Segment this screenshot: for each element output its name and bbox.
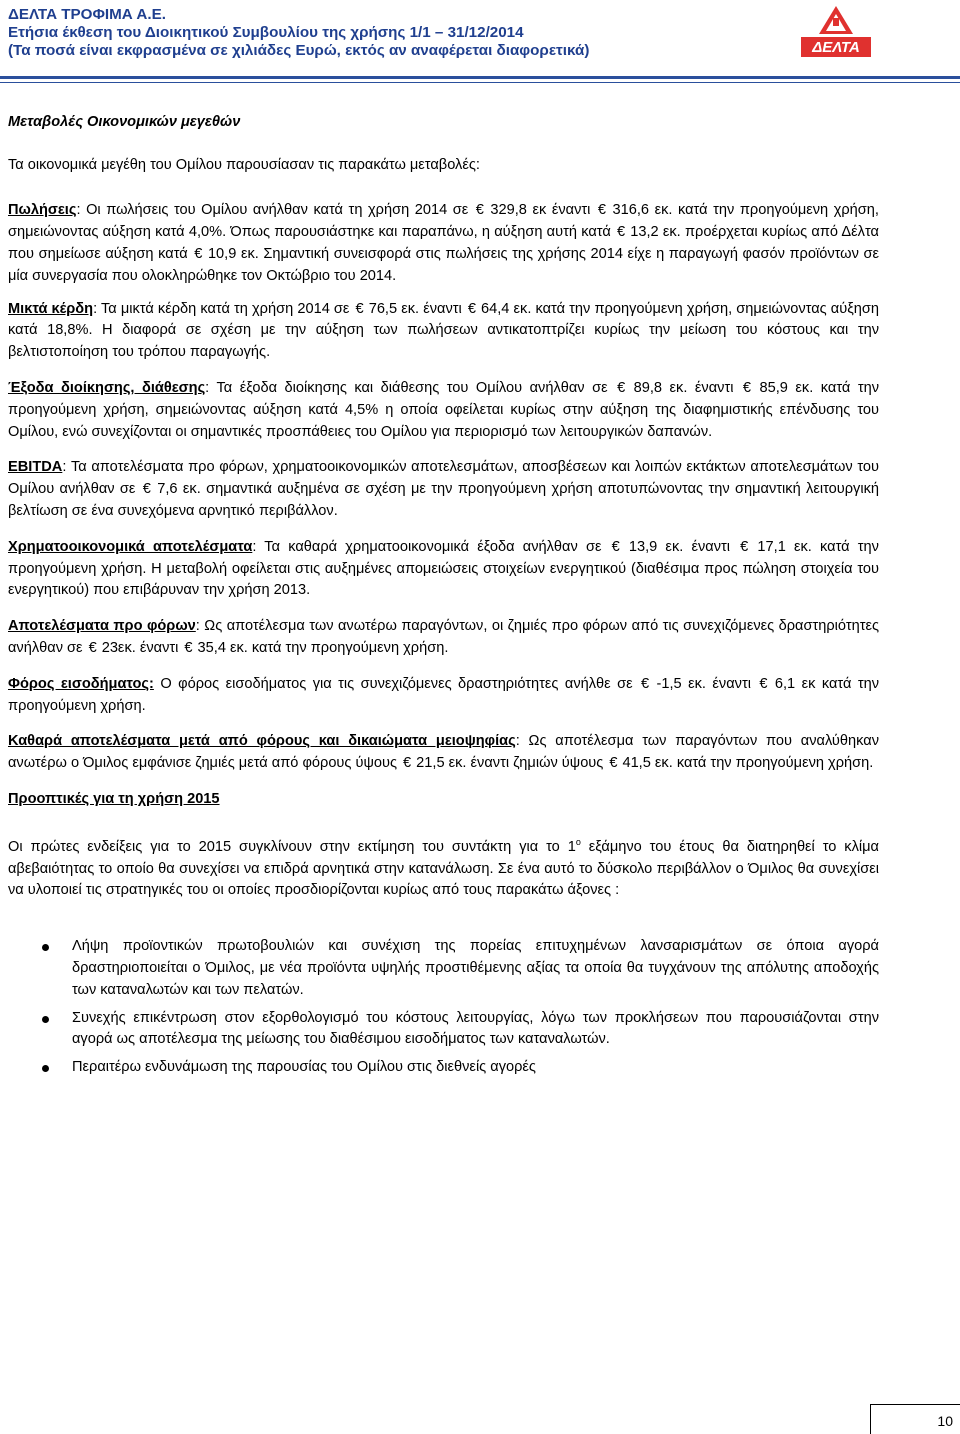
outlook-paragraph: Οι πρώτες ενδείξεις για το 2015 συγκλίνουν στην εκτίμηση του συντάκτη για το $1^o$ εξάμηνο του έτους θα διατηρηθεί το κλίμα αβεβαιότητας το οποίο θα συνεχίσει να επιδρά αρνητικά στην κατανάλωση. Σε ένα αυτό το δύσκολο περιβάλλον ο Όμιλος θα συνεχίσει να υλοποιεί τις στρατηγικές του οι οποίες προσδιορίζονται κυρίως από τους παρακάτω άξονες : [8, 836, 879, 899]
euro-symbol: € [88, 639, 97, 656]
euro-symbol: € [184, 639, 193, 656]
euro-symbol: € [609, 755, 618, 772]
euro-symbol: € [742, 379, 752, 396]
pretax-results-label: Αποτελέσματα προ φόρων [8, 618, 196, 635]
financial-results-label: Χρηματοοικονομικά αποτελέσματα [8, 538, 253, 555]
ebitda-paragraph: EBITDA: Τα αποτελέσματα προ φόρων, χρηματοοικονομικών αποτελεσμάτων, αποσβέσεων και λοιπών εκτάκτων αποτελεσμάτων του Ομίλου ανήλθαν σε € 7,6 εκ. σημαντικά αυξημένα σε σχέση με την προηγούμενη χρήση αποτυπώνοντας την σημαντική λειτουργική βελτίωση σε ένα συνεχόμενα αρνητικό περιβάλλον. [8, 459, 880, 519]
list-item: Λήψη προϊοντικών πρωτοβουλιών και συνέχιση της πορείας επιτυχημένων λανσαρισμάτων σε όποια αγορά δραστηριοποιείται ο Όμιλος, με νέα προϊόντα υψηλής προστιθέμενης αξίας τα οποία θα τυγχάνουν της απόλυτης αποδοχής των καταναλωτών και των πελατών. [8, 936, 879, 1001]
ebitda-label: EBITDA [8, 459, 63, 476]
euro-symbol: € [759, 675, 768, 692]
page-number: 10 [937, 1413, 953, 1429]
euro-symbol: € [467, 300, 476, 317]
gross-profit-label: Μικτά κέρδη [8, 300, 94, 317]
header-rule-thin [0, 82, 960, 83]
euro-symbol: € [403, 755, 412, 772]
bullet-icon [42, 1016, 49, 1023]
pretax-results-paragraph: Αποτελέσματα προ φόρων: Ως αποτέλεσμα των ανωτέρω παραγόντων, οι ζημιές προ φόρων από τις συνεχιζόμενες δραστηριότητες ανήλθαν σε € 23εκ. έναντι € 35,4 εκ. κατά την προηγούμενη χρήση. [8, 616, 879, 660]
euro-symbol: € [142, 481, 151, 498]
delta-logo [795, 4, 877, 60]
document-header [8, 6, 808, 60]
euro-symbol: € [616, 223, 626, 240]
admin-expenses-label: Έξοδα διοίκησης, διάθεσης [8, 379, 206, 396]
strategy-list [8, 936, 879, 1079]
income-tax-paragraph: Φόρος εισοδήματος: Ο φόρος εισοδήματος για τις συνεχιζόμενες δραστηριότητες ανήλθε σε € -1,5 εκ. έναντι € 6,1 εκ κατά την προηγούμενη χρήση. [8, 675, 880, 714]
euro-symbol: € [355, 300, 364, 317]
section-title-changes: Μεταβολές Οικονομικών μεγεθών [8, 114, 241, 130]
sales-paragraph: Πωλήσεις: Οι πωλήσεις του Ομίλου ανήλθαν κατά τη χρήση 2014 σε € 329,8 εκ έναντι € 316,6 εκ. κατά την προηγούμενη χρήση, σημειώνοντας αύξηση κατά 4,0%. Όπως παρουσιάστηκε και παραπάνω, η αύξηση αυτή κατά € 13,2 εκ. προέρχεται κυρίως από Δέλτα που σημείωσε αύξηση κατά € 10,9 εκ. Σημαντική συνεισφορά στις πωλήσεις της χρήσης 2014 είχε η παραγωγή φασόν προϊόντων σε μία συνεργασία που ολοκληρώθηκε τον Οκτώβριο του 2014. [8, 199, 879, 287]
list-item: Συνεχής επικέντρωση στον εξορθολογισμό του κόστους λειτουργίας, λόγω των προκλήσεων που παρουσιάζονται στην αγορά ως αποτέλεσμα της μείωσης του διαθέσιμου εισοδήματος των καταναλωτών. [8, 1008, 879, 1052]
sales-label: Πωλήσεις [8, 201, 77, 218]
euro-symbol: € [740, 538, 749, 555]
net-results-label: Καθαρά αποτελέσματα μετά από φόρους και δικαιώματα μειοψηφίας [8, 733, 516, 750]
euro-symbol: € [611, 538, 620, 555]
financial-results-paragraph: Χρηματοοικονομικά αποτελέσματα: Τα καθαρά χρηματοοικονομικά έξοδα ανήλθαν σε € 13,9 εκ. έναντι € 17,1 εκ. κατά την προηγούμενη χρήση. Η μεταβολή οφείλεται στις αυξημένες απομειώσεις στοιχείων ενεργητικού (διαθέσιμα προς πώληση στοιχεία του ενεργητικού) που επιβάρυναν την χρήση 2013. [8, 538, 879, 599]
list-item: Περαιτέρω ενδυνάμωση της παρουσίας του Ομίλου στις διεθνείς αγορές [8, 1057, 879, 1079]
bullet-icon [42, 944, 49, 951]
intro-text: Τα οικονομικά μεγέθη του Ομίλου παρουσίασαν τις παρακάτω μεταβολές: [8, 156, 480, 173]
logo-text: ΔΕΛΤΑ [812, 39, 860, 56]
bullet-icon [42, 1065, 49, 1072]
net-results-paragraph: Καθαρά αποτελέσματα μετά από φόρους και δικαιώματα μειοψηφίας: Ως αποτέλεσμα των παραγόντων που αναλύθηκαν ανωτέρω ο Όμιλος εμφάνισε ζημιές μετά από φόρους ύψους € 21,5 εκ. έναντι ζημιών ύψους € 41,5 εκ. κατά την προηγούμενη χρήση. [8, 731, 879, 775]
euro-symbol: € [597, 201, 607, 218]
euro-symbol: € [475, 201, 484, 218]
currency-note: (Τα ποσά είναι εκφρασμένα σε χιλιάδες Ευρώ, εκτός αν αναφέρεται διαφορετικά) [8, 42, 590, 59]
admin-expenses-paragraph: Έξοδα διοίκησης, διάθεσης: Τα έξοδα διοίκησης και διάθεσης του Ομίλου ανήλθαν σε € 89,8 εκ. έναντι € 85,9 εκ. κατά την προηγούμενη χρήση, σημειώνοντας αύξηση κατά 4,5% η οποία οφείλεται κυρίως στην αύξηση της διαφημιστικής επένδυσης του Ομίλου, ενώ συνεχίζονται οι σημαντικές προσπάθειες του Ομίλου για περιορισμό των λειτουργικών δαπανών. [8, 379, 880, 440]
euro-symbol: € [641, 675, 650, 692]
document-body [8, 112, 879, 1085]
page-number-box [870, 1404, 960, 1434]
income-tax-label: Φόρος εισοδήματος: [8, 675, 154, 692]
euro-symbol: € [194, 245, 203, 262]
section-title-outlook: Προοπτικές για τη χρήση 2015 [8, 790, 220, 807]
company-name: ΔΕΛΤΑ ΤΡΟΦΙΜΑ Α.Ε. [8, 6, 166, 23]
header-rule [0, 76, 960, 79]
report-title: Ετήσια έκθεση του Διοικητικού Συμβουλίου της χρήσης 1/1 – 31/12/2014 [8, 24, 524, 41]
euro-symbol: € [617, 379, 626, 396]
gross-profit-paragraph: Μικτά κέρδη: Τα μικτά κέρδη κατά τη χρήση 2014 σε € 76,5 εκ. έναντι € 64,4 εκ. κατά την προηγούμενη χρήση, σημειώνοντας αύξηση κατά 18,8%. Η διαφορά σε σχέση με την αύξηση των πωλήσεων αντικατοπτρίζει κυρίως την μείωση του κόστους και την βελτιστοποίηση του τρόπου παραγωγής. [8, 300, 880, 361]
